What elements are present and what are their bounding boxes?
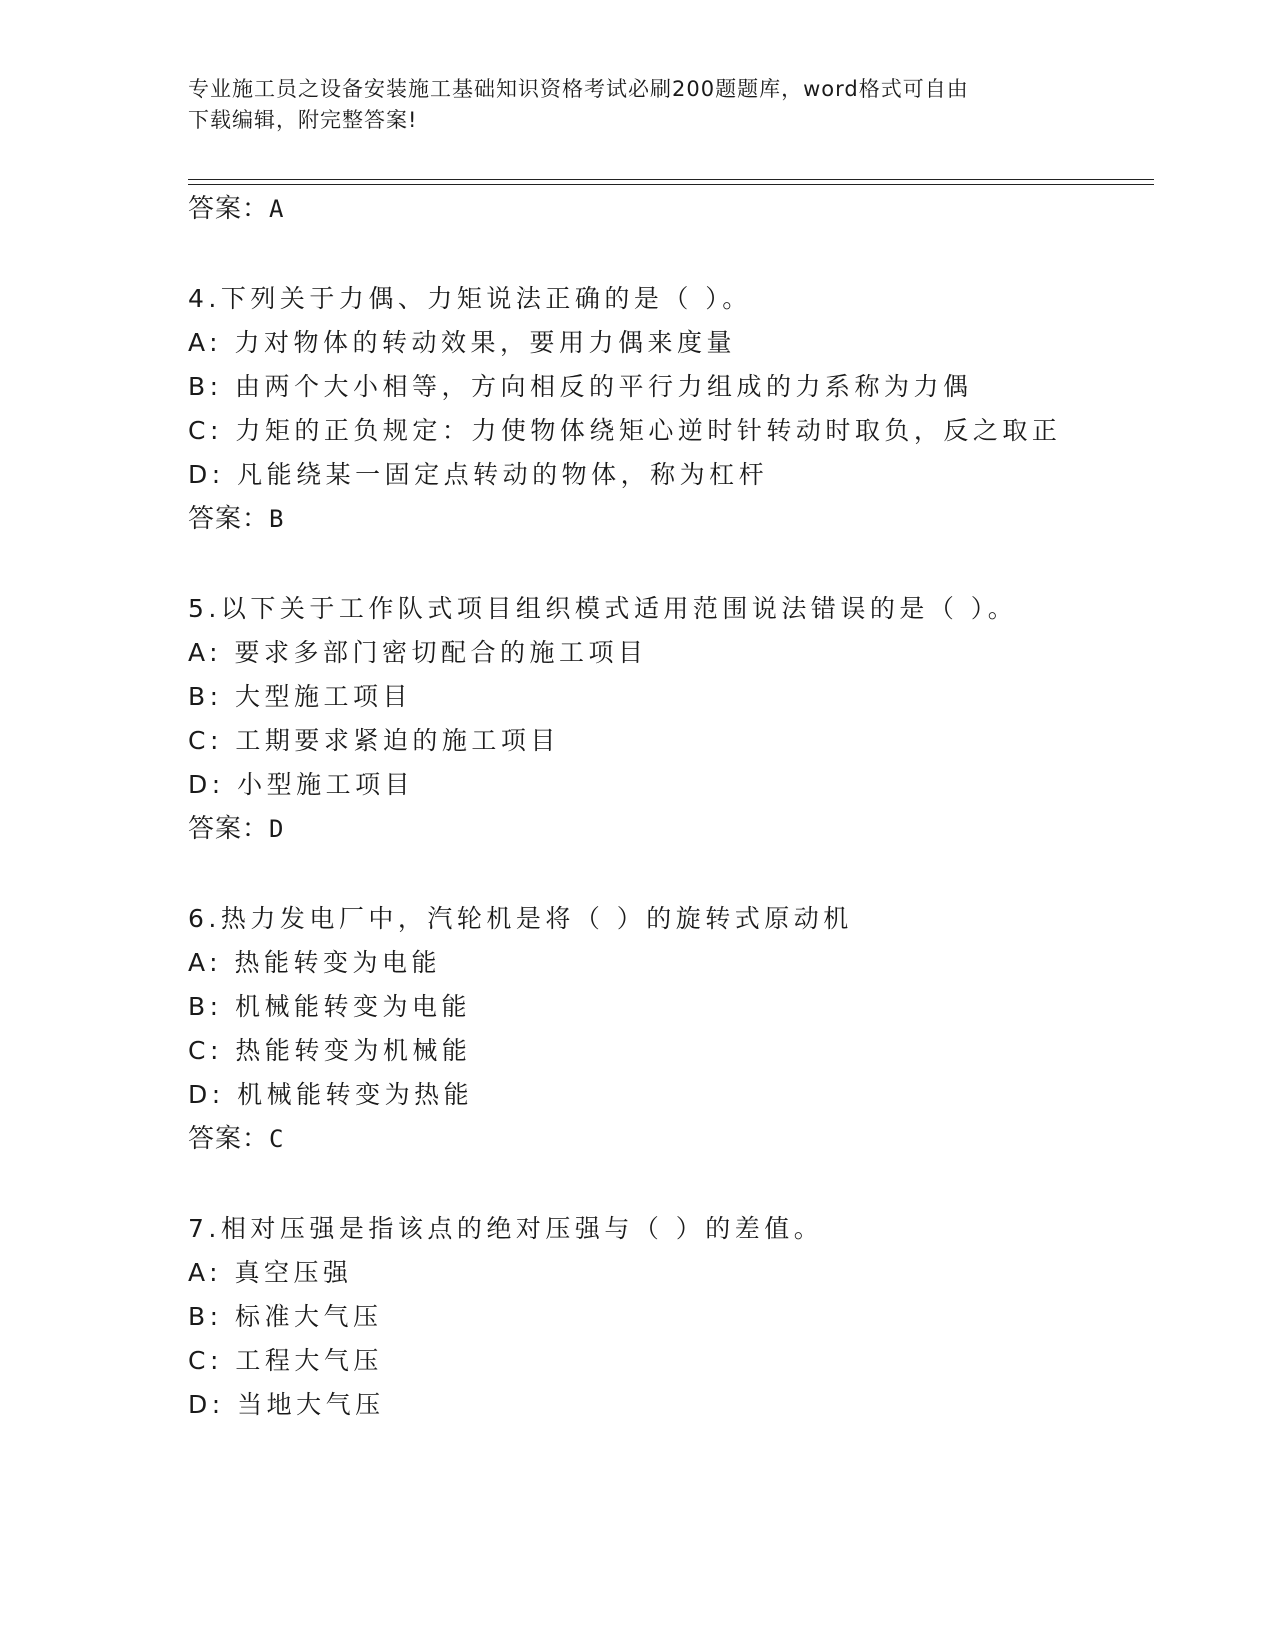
question-7-option-c: C: 工程大气压	[188, 1346, 383, 1375]
answer-prev	[188, 193, 284, 225]
question-4-stem: 4.下列关于力偶、力矩说法正确的是（ ）。	[188, 284, 752, 313]
question-6-option-b: B: 机械能转变为电能	[188, 992, 472, 1021]
question-6-option-a: A: 热能转变为电能	[188, 948, 442, 977]
answer-value: B	[269, 505, 285, 533]
question-7-option-a: A: 真空压强	[188, 1258, 353, 1287]
question-5-option-a: A: 要求多部门密切配合的施工项目	[188, 638, 648, 667]
question-4-option-a: A: 力对物体的转动效果，要用力偶来度量	[188, 328, 737, 357]
question-4-answer	[188, 503, 284, 535]
question-5-answer	[188, 813, 284, 845]
question-7-option-b: B: 标准大气压	[188, 1302, 383, 1331]
answer-label: 答案：	[188, 194, 270, 224]
answer-label: 答案：	[188, 504, 270, 534]
question-5-stem: 5.以下关于工作队式项目组织模式适用范围说法错误的是（ ）。	[188, 594, 1018, 623]
header-divider-top	[188, 179, 1154, 180]
question-7-option-d: D: 当地大气压	[188, 1390, 385, 1419]
question-6-option-d: D: 机械能转变为热能	[188, 1080, 474, 1109]
question-6-stem: 6.热力发电厂中，汽轮机是将（ ）的旋转式原动机	[188, 904, 853, 933]
answer-value: A	[269, 195, 285, 223]
answer-label: 答案：	[188, 1124, 270, 1154]
question-4-option-d: D: 凡能绕某一固定点转动的物体，称为杠杆	[188, 460, 769, 489]
question-4-option-b: B: 由两个大小相等，方向相反的平行力组成的力系称为力偶	[188, 372, 973, 401]
question-6-option-c: C: 热能转变为机械能	[188, 1036, 472, 1065]
header-line-2: 下载编辑，附完整答案!	[188, 108, 418, 132]
question-7-stem: 7.相对压强是指该点的绝对压强与（ ）的差值。	[188, 1214, 824, 1243]
question-6-answer	[188, 1123, 284, 1155]
header-divider-bottom	[188, 184, 1154, 185]
document-header	[188, 74, 1088, 136]
answer-label: 答案：	[188, 814, 270, 844]
question-5-option-c: C: 工期要求紧迫的施工项目	[188, 726, 560, 755]
answer-value: D	[269, 815, 285, 843]
question-5-option-d: D: 小型施工项目	[188, 770, 415, 799]
header-line-1: 专业施工员之设备安装施工基础知识资格考试必刷200题题库，word格式可自由	[188, 77, 969, 101]
answer-value: C	[269, 1125, 285, 1153]
question-5-option-b: B: 大型施工项目	[188, 682, 413, 711]
question-4-option-c: C: 力矩的正负规定：力使物体绕矩心逆时针转动时取负，反之取正	[188, 416, 1062, 445]
